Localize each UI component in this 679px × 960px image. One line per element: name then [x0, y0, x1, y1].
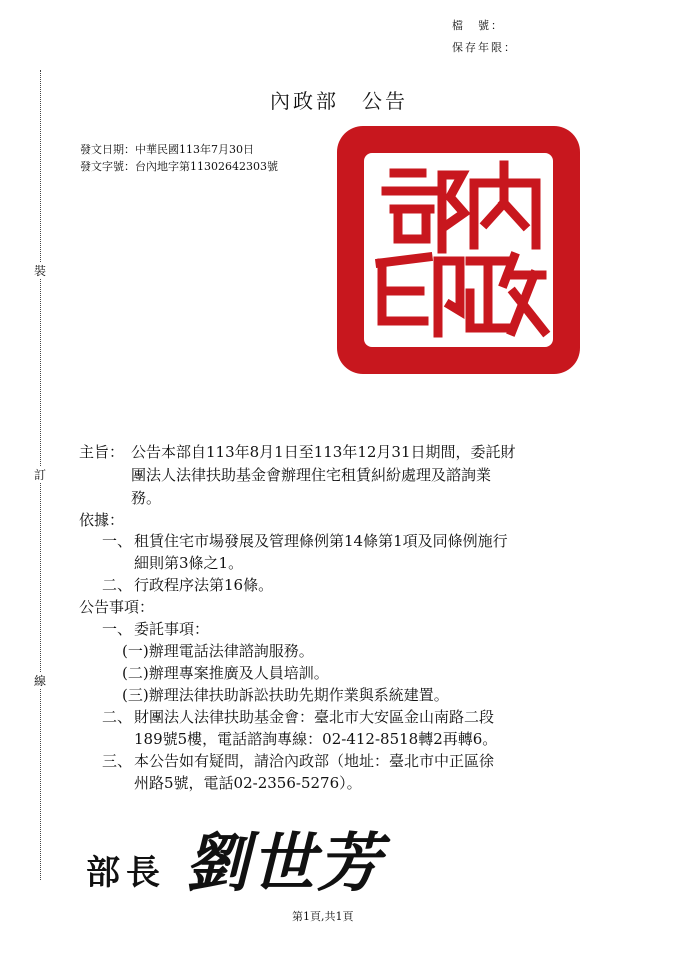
basis-item-number: 二、 — [102, 576, 133, 594]
retention-period-label: 保存年限： — [452, 41, 517, 54]
subject-label: 主旨： — [79, 443, 125, 461]
announcement-sub-item: (三)辦理法律扶助訴訟扶助先期作業與系統建置。 — [122, 686, 449, 704]
announcement-item-line: 州路5號，電話02-2356-5276）。 — [134, 774, 362, 792]
basis-item-line: 細則第3條之1。 — [134, 554, 244, 572]
announcement-item-number: 三、 — [102, 752, 133, 770]
announcement-item-line: 委託事項： — [134, 620, 210, 638]
subject-line: 公告本部自113年8月1日至113年12月31日期間，委託財 — [131, 443, 516, 461]
document-number: 發文字號：台內地字第11302642303號 — [80, 160, 278, 173]
minister-signature: 劉世芳 — [185, 826, 383, 901]
basis-label: 依據： — [79, 511, 125, 529]
subject-line: 務。 — [131, 489, 162, 507]
margin-mark-bind: 裝 — [33, 264, 46, 278]
issue-date: 發文日期：中華民國113年7月30日 — [80, 143, 254, 156]
margin-mark-staple: 訂 — [33, 468, 46, 482]
subject-line: 團法人法律扶助基金會辦理住宅租賃糾紛處理及諮詢業 — [131, 466, 492, 484]
document-title: 內政部 公告 — [270, 89, 408, 113]
page-number: 第1頁,共1頁 — [292, 910, 354, 923]
minister-title: 部長 — [86, 853, 166, 893]
basis-item-number: 一、 — [102, 532, 133, 550]
seal-glyphs-icon — [364, 153, 553, 347]
official-seal — [337, 126, 580, 374]
margin-mark-line: 線 — [33, 674, 46, 688]
seal-inner-field — [364, 153, 553, 347]
announcement-item-number: 一、 — [102, 620, 133, 638]
announcement-item-number: 二、 — [102, 708, 133, 726]
announcement-sub-item: (一)辦理電話法律諮詢服務。 — [122, 642, 314, 660]
announcement-sub-item: (二)辦理專案推廣及人員培訓。 — [122, 664, 329, 682]
file-number-label: 檔 號： — [452, 19, 504, 32]
announcement-label: 公告事項： — [79, 598, 155, 616]
announcement-item-line: 本公告如有疑問，請洽內政部（地址：臺北市中正區徐 — [134, 752, 495, 770]
basis-item-line: 租賃住宅市場發展及管理條例第14條第1項及同條例施行 — [134, 532, 508, 550]
basis-item-line: 行政程序法第16條。 — [134, 576, 274, 594]
announcement-item-line: 189號5樓，電話諮詢專線：02-412-8518轉2再轉6。 — [134, 730, 498, 748]
announcement-item-line: 財團法人法律扶助基金會：臺北市大安區金山南路二段 — [134, 708, 495, 726]
